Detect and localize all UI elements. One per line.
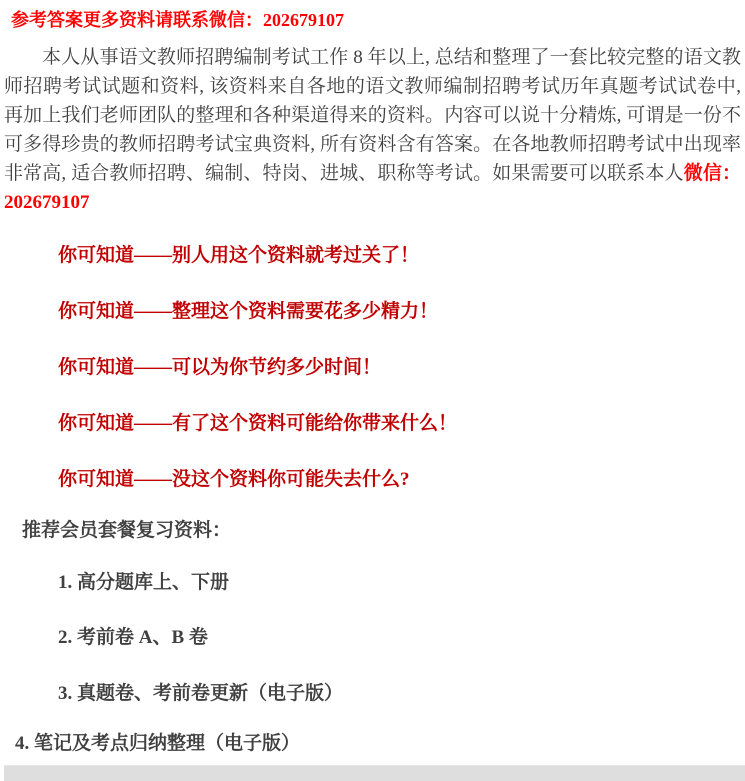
intro-paragraph-text: 本人从事语文教师招聘编制考试工作 8 年以上, 总结和整理了一套比较完整的语文教师招聘考试试题和资料, 该资料来自各地的语文教师编制招聘考试历年真题考试试卷中, 再加上我们老师团队的整理和各种渠道得来的资料。内容可以说十分精炼, 可谓是一份不可多得珍贵的教师招聘考试宝典资料, 所有资料含有答案。在各地教师招聘考试中出现率非常高, 适合教师招聘、编制、特岗、进城、职称等考试。如果需要可以联系本人 bbox=[4, 47, 741, 184]
recommend-item-2: 2. 考前卷 A、B 卷 bbox=[58, 627, 208, 648]
intro-paragraph bbox=[4, 43, 741, 217]
recommend-item-3: 3. 真题卷、考前卷更新（电子版） bbox=[58, 683, 344, 704]
slogan-line-1: 你可知道——别人用这个资料就考过关了！ bbox=[58, 245, 420, 266]
recommend-item-4: 4. 笔记及考点归纳整理（电子版） bbox=[15, 733, 301, 754]
document-page bbox=[0, 9, 745, 781]
slogan-line-3: 你可知道——可以为你节约多少时间！ bbox=[58, 357, 382, 378]
horizontal-scrollbar-track[interactable] bbox=[4, 765, 745, 781]
contact-header: 参考答案更多资料请联系微信：202679107 bbox=[11, 10, 344, 30]
recommend-item-1: 1. 高分题库上、下册 bbox=[58, 572, 230, 593]
slogan-line-5: 你可知道——没这个资料你可能失去什么? bbox=[58, 469, 410, 490]
slogan-line-2: 你可知道——整理这个资料需要花多少精力！ bbox=[58, 301, 439, 322]
recommend-heading: 推荐会员套餐复习资料： bbox=[22, 520, 232, 541]
slogan-line-4: 你可知道——有了这个资料可能给你带来什么！ bbox=[58, 413, 458, 434]
wechat-contact-highlight: 微信：202679107 bbox=[4, 163, 741, 213]
